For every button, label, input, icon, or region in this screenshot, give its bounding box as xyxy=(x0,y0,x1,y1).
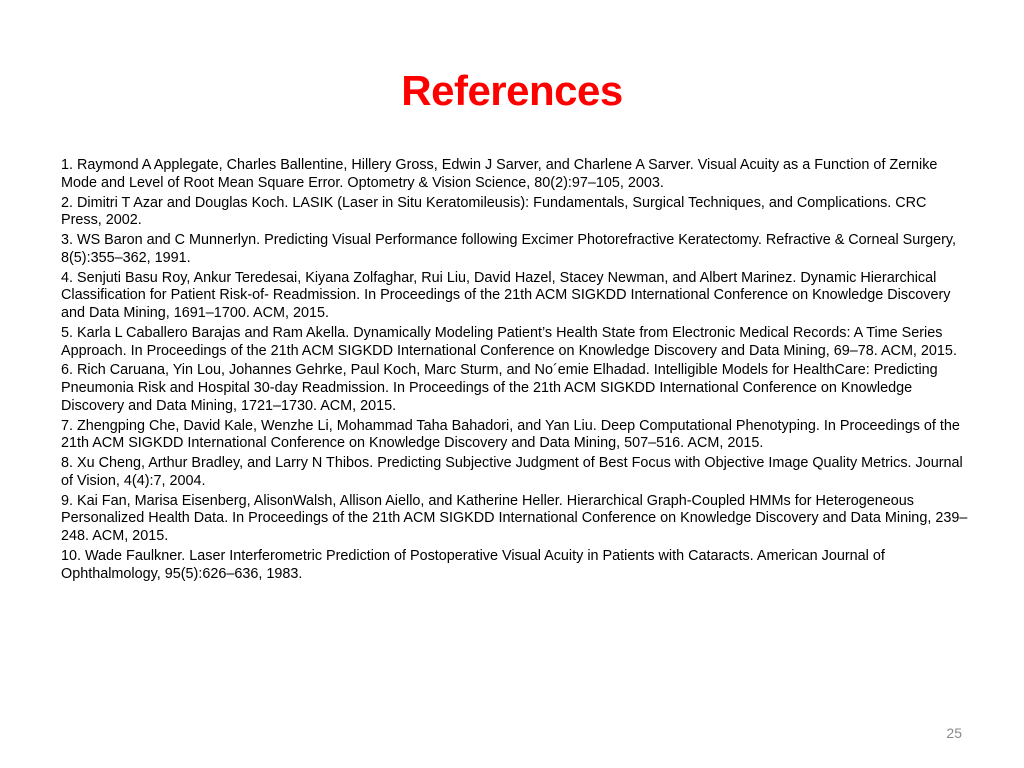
page-number: 25 xyxy=(946,725,962,741)
reference-item: 3. WS Baron and C Munnerlyn. Predicting Visual Performance following Excimer Photorefractive Keratectomy. Refractive & Corneal Surgery, 8(5):355–362, 1991. xyxy=(61,232,957,266)
reference-item: 7. Zhengping Che, David Kale, Wenzhe Li, Mohammad Taha Bahadori, and Yan Liu. Deep Computational Phenotyping. In Proceedings of the 21th ACM SIGKDD International Conference on Knowledge Discovery and Data Mining, 507–516. ACM, 2015. xyxy=(61,417,960,452)
reference-item: 4. Senjuti Basu Roy, Ankur Teredesai, Kiyana Zolfaghar, Rui Liu, David Hazel, Stacey Newman, and Albert Marinez. Dynamic Hierarchical Classification for Patient Risk-of- Readmission. In Proceedings of the 21th ACM SIGKDD International Conference on Knowledge Discovery and Data Mining, 1691–1700. ACM, 2015. xyxy=(61,269,951,321)
reference-item: 1. Raymond A Applegate, Charles Ballentine, Hillery Gross, Edwin J Sarver, and Charlene A Sarver. Visual Acuity as a Function of Zernike Mode and Level of Root Mean Square Error. Optometry & Vision Science, 80(2):97–105, 2003. xyxy=(61,157,938,191)
reference-item: 6. Rich Caruana, Yin Lou, Johannes Gehrke, Paul Koch, Marc Sturm, and No´emie Elhadad. Intelligible Models for HealthCare: Predicting Pneumonia Risk and Hospital 30-day Readmission. In Proceedings of the 21th ACM SIGKDD International Conference on Knowledge Discovery and Data Mining, 1721–1730. ACM, 2015. xyxy=(61,362,938,414)
reference-item: 9. Kai Fan, Marisa Eisenberg, AlisonWalsh, Allison Aiello, and Katherine Heller. Hierarchical Graph-Coupled HMMs for Heterogeneous Personalized Health Data. In Proceedings of the 21th ACM SIGKDD International Conference on Knowledge Discovery and Data Mining, 239–248. ACM, 2015. xyxy=(61,492,968,544)
reference-item: 10. Wade Faulkner. Laser Interferometric Prediction of Postoperative Visual Acuity in Patients with Cataracts. American Journal of Ophthalmology, 95(5):626–636, 1983. xyxy=(61,547,885,582)
reference-list xyxy=(61,157,971,586)
reference-item: 2. Dimitri T Azar and Douglas Koch. LASIK (Laser in Situ Keratomileusis): Fundamentals, Surgical Techniques, and Complications. CRC Press, 2002. xyxy=(61,194,927,229)
reference-item: 5. Karla L Caballero Barajas and Ram Akella. Dynamically Modeling Patient’s Health State from Electronic Medical Records: A Time Series Approach. In Proceedings of the 21th ACM SIGKDD International Conference on Knowledge Discovery and Data Mining, 69–78. ACM, 2015. xyxy=(61,324,957,359)
slide-title: References xyxy=(401,67,623,114)
reference-item: 8. Xu Cheng, Arthur Bradley, and Larry N Thibos. Predicting Subjective Judgment of Best Focus with Objective Image Quality Metrics. Journal of Vision, 4(4):7, 2004. xyxy=(61,455,963,489)
